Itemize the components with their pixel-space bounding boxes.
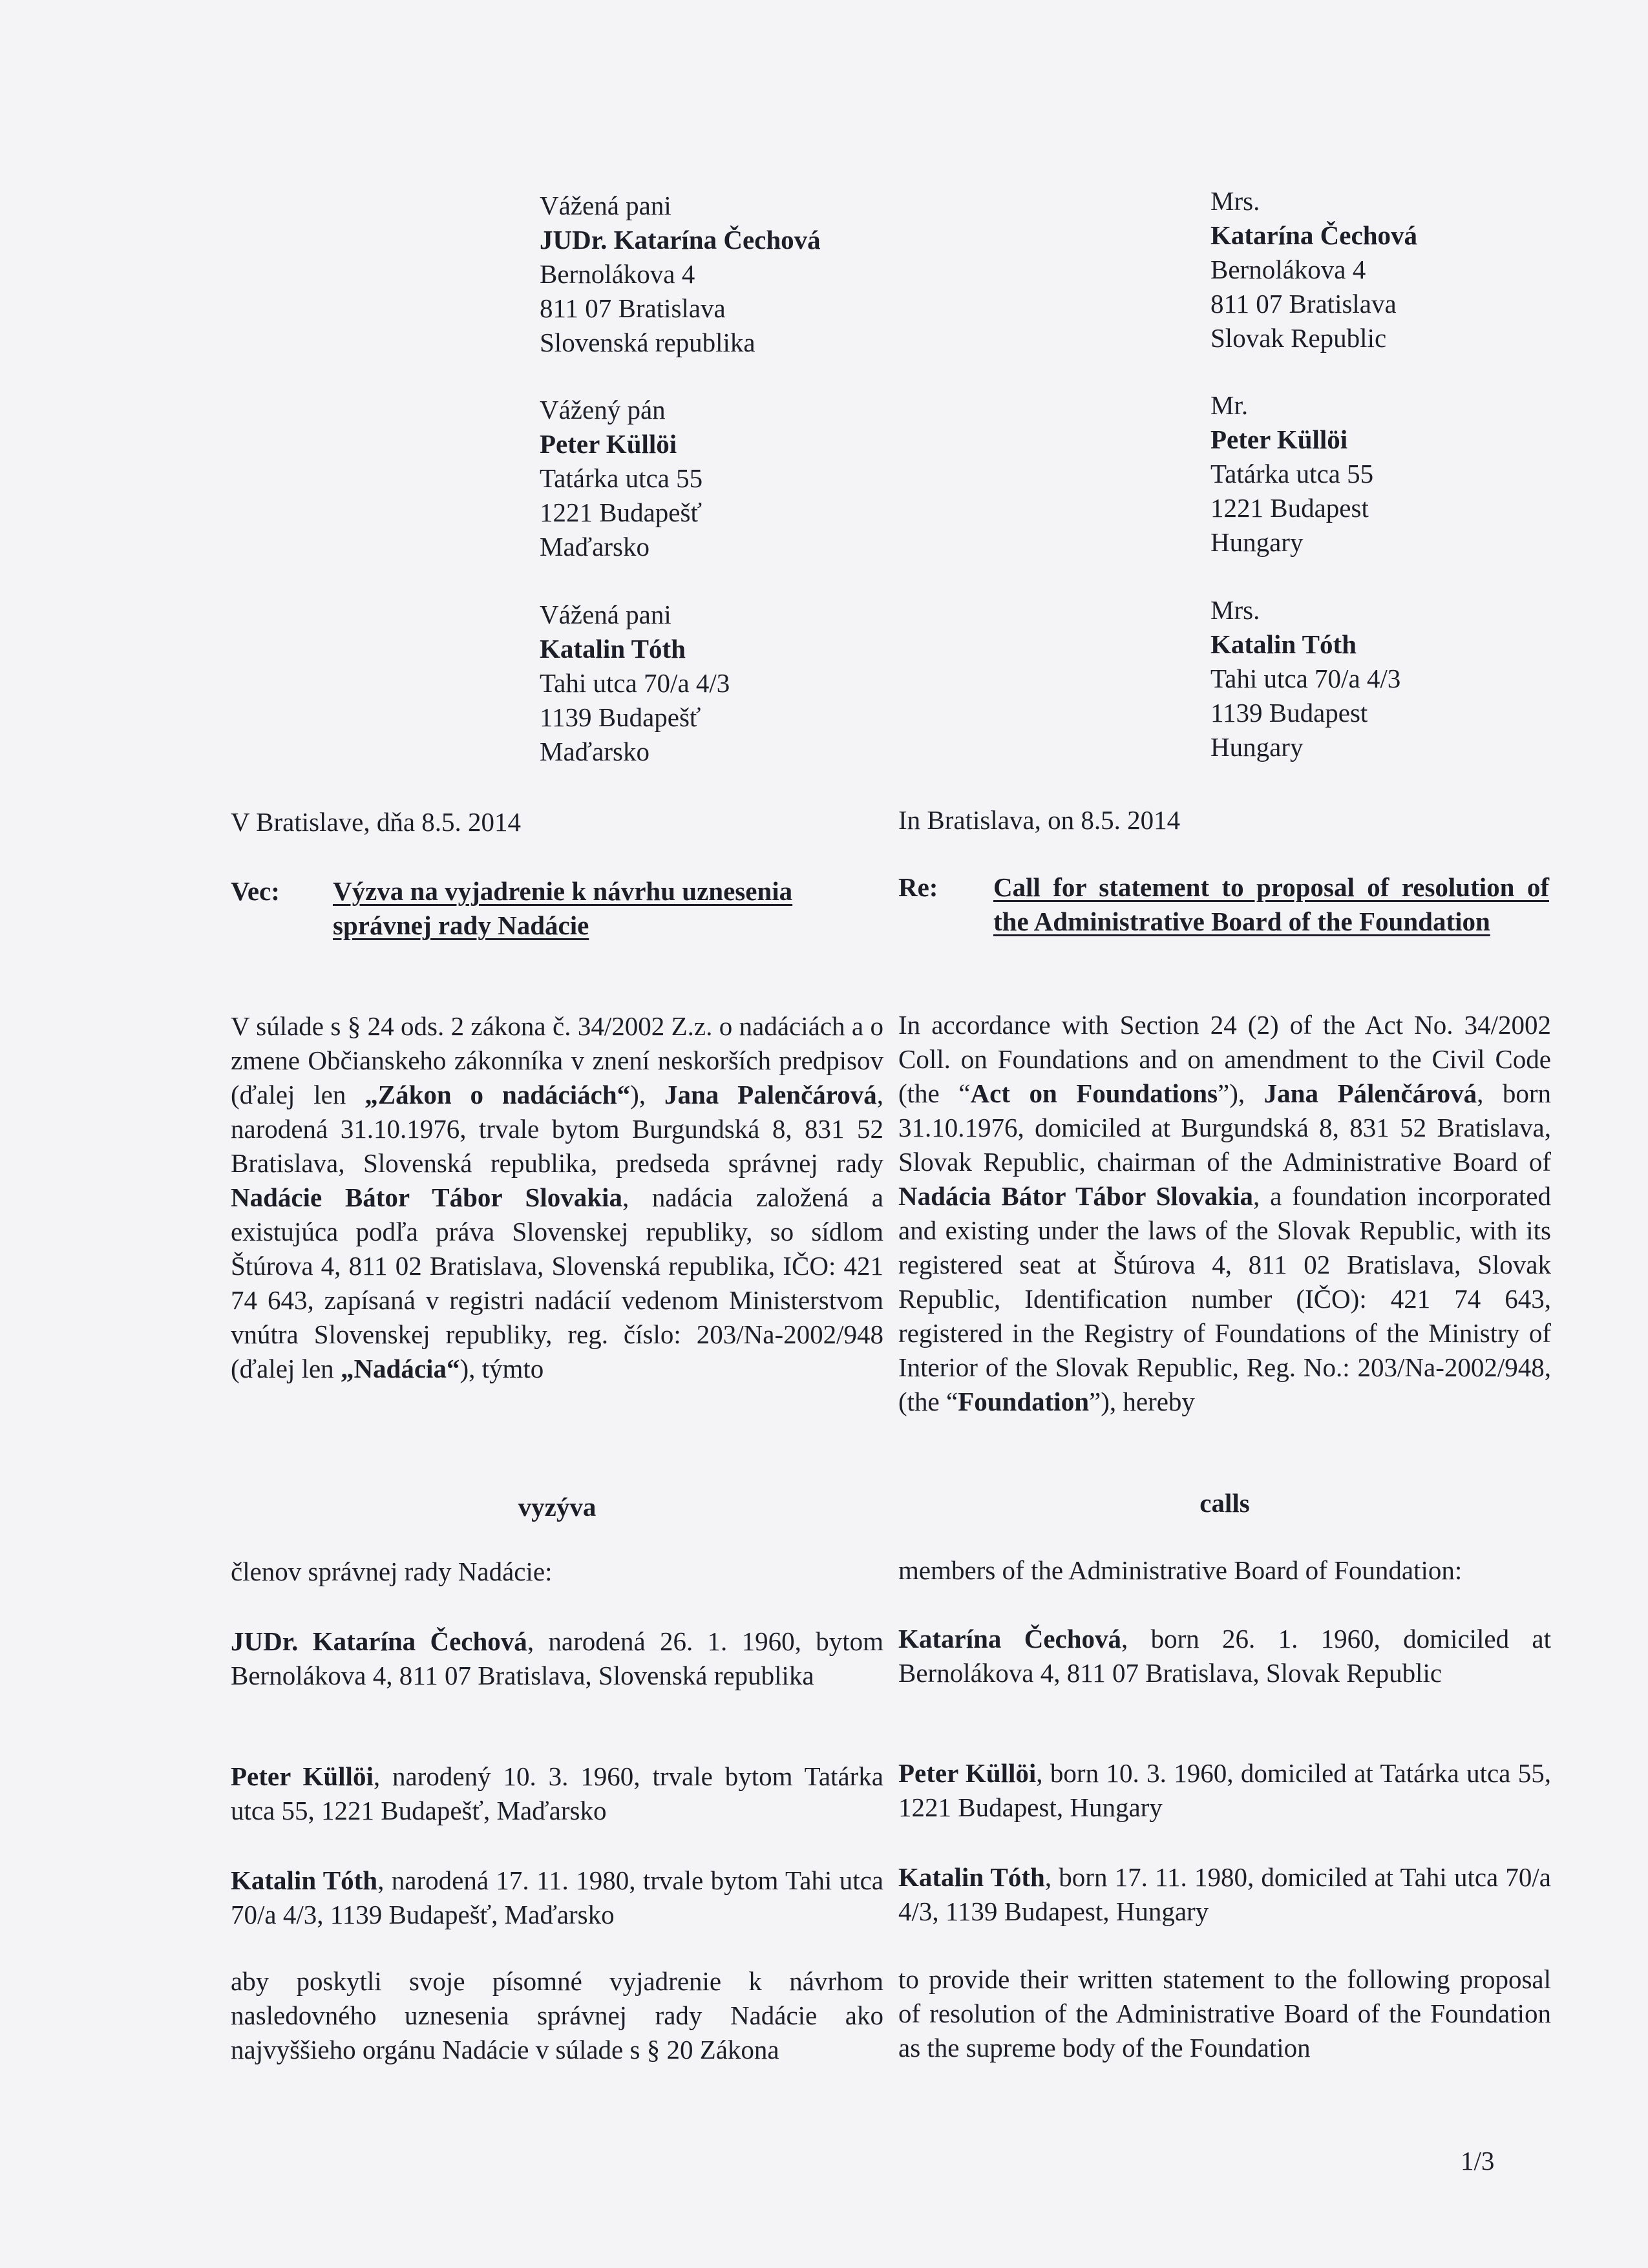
member-sk-1: JUDr. Katarína Čechová, narodená 26. 1. 1960, bytom Bernolákova 4, 811 07 Bratislava, Slovenská republika bbox=[231, 1626, 883, 1690]
salutation: Vážená pani bbox=[540, 600, 671, 629]
closing-paragraph-sk: aby poskytli svoje písomné vyjadrenie k návrhom nasledovného uznesenia správnej rady Nadácie ako najvyššieho orgánu Nadácie v súlade s § 20 Zákona bbox=[231, 1966, 883, 2064]
city: 1139 Budapešť bbox=[540, 702, 701, 732]
city: 1221 Budapest bbox=[1210, 493, 1369, 523]
salutation: Mrs. bbox=[1210, 186, 1260, 216]
member-sk-2: Peter Küllöi, narodený 10. 3. 1960, trvale bytom Tatárka utca 55, 1221 Budapešť, Maďarsko bbox=[231, 1761, 883, 1825]
salutation: Vážený pán bbox=[540, 395, 666, 425]
country: Slovenská republika bbox=[540, 328, 755, 357]
country: Maďarsko bbox=[540, 737, 650, 766]
street: Bernolákova 4 bbox=[1210, 255, 1366, 284]
city: 811 07 Bratislava bbox=[1210, 289, 1397, 319]
salutation: Mrs. bbox=[1210, 595, 1260, 625]
recipient-name: Peter Küllöi bbox=[1210, 425, 1348, 454]
verb-sk: vyzýva bbox=[518, 1492, 597, 1522]
country: Hungary bbox=[1210, 732, 1304, 762]
verb-en: calls bbox=[1199, 1488, 1250, 1518]
intro-paragraph-sk: V súlade s § 24 ods. 2 zákona č. 34/2002 Z.z. o nadáciách a o zmene Občianskeho zákonníka v znení neskorších predpisov (ďalej len „Zákon o nadáciách“), Jana Palenčárová, narodená 31.10.1976, trvale bytom Burgundská 8, 831 52 Bratislava, Slovenská republika, predseda správnej rady Nadácie Bátor Tábor Slovakia, nadácia založená a existujúca podľa práva Slovenskej republiky, so sídlom Štúrova 4, 811 02 Bratislava, Slovenská republika, IČO: 421 74 643, zapísaná v registri nadácií vedenom Ministerstvom vnútra Slovenskej republiky, reg. číslo: 203/Na-2002/948 (ďalej len „Nadácia“), týmto bbox=[231, 1011, 883, 1383]
city: 1139 Budapest bbox=[1210, 698, 1368, 728]
address-block-sk-2 bbox=[540, 393, 992, 564]
recipient-name: Peter Küllöi bbox=[540, 429, 677, 459]
intro-paragraph-en: In accordance with Section 24 (2) of the Act No. 34/2002 Coll. on Foundations and on amendment to the Civil Code (the “Act on Foundations”), Jana Pálenčárová, born 31.10.1976, domiciled at Burgundská 8, 831 52 Bratislava, Slovak Republic, chairman of the Administrative Board of Nadácia Bátor Tábor Slovakia, a foundation incorporated and existing under the laws of the Slovak Republic, with its registered seat at Štúrova 4, 811 02 Bratislava, Slovak Republic, Identification number (IČO): 421 74 643, registered in the Registry of Foundations of the Ministry of Interior of the Slovak Republic, Reg. No.: 203/Na-2002/948, (the “Foundation”), hereby bbox=[898, 1010, 1551, 1416]
members-intro-en: members of the Administrative Board of Foundation: bbox=[898, 1555, 1463, 1585]
member-en-1: Katarína Čechová, born 26. 1. 1960, domiciled at Bernolákova 4, 811 07 Bratislava, Slovak Republic bbox=[898, 1624, 1552, 1688]
city: 811 07 Bratislava bbox=[540, 293, 726, 323]
country: Slovak Republic bbox=[1210, 323, 1387, 353]
subject-label-sk: Vec: bbox=[231, 876, 280, 906]
address-block-en-1 bbox=[1210, 184, 1648, 355]
street: Bernolákova 4 bbox=[540, 259, 695, 289]
address-block-sk-1 bbox=[540, 189, 992, 360]
street: Tahi utca 70/a 4/3 bbox=[1210, 664, 1401, 693]
country: Hungary bbox=[1210, 527, 1304, 557]
street: Tatárka utca 55 bbox=[1210, 459, 1374, 488]
subject-text-en: Call for statement to proposal of resolution of the Administrative Board of the Foundation bbox=[993, 872, 1549, 936]
closing-paragraph-en: to provide their written statement to the following proposal of resolution of the Administrative Board of the Foundation as the supreme body of the Foundation bbox=[898, 1964, 1551, 2063]
salutation: Vážená pani bbox=[540, 191, 671, 220]
city: 1221 Budapešť bbox=[540, 498, 702, 527]
members-intro-sk: členov správnej rady Nadácie: bbox=[231, 1557, 553, 1586]
subject-label-en: Re: bbox=[898, 872, 938, 902]
address-block-sk-3 bbox=[540, 598, 992, 769]
member-sk-3: Katalin Tóth, narodená 17. 11. 1980, trvale bytom Tahi utca 70/a 4/3, 1139 Budapešť, Maďarsko bbox=[231, 1865, 884, 1929]
address-block-en-2 bbox=[1210, 388, 1648, 560]
recipient-name: Katarína Čechová bbox=[1210, 220, 1417, 250]
date-sk: V Bratislave, dňa 8.5. 2014 bbox=[231, 807, 522, 837]
member-en-2: Peter Küllöi, born 10. 3. 1960, domiciled at Tatárka utca 55, 1221 Budapest, Hungary bbox=[898, 1758, 1551, 1822]
page-number: 1/3 bbox=[1461, 2146, 1495, 2176]
street: Tahi utca 70/a 4/3 bbox=[540, 668, 730, 698]
subject-text-sk: Výzva na vyjadrenie k návrhu uznesenia správnej rady Nadácie bbox=[333, 876, 793, 940]
recipient-name: Katalin Tóth bbox=[540, 634, 686, 664]
recipient-name: JUDr. Katarína Čechová bbox=[540, 225, 821, 255]
country: Maďarsko bbox=[540, 532, 650, 562]
address-block-en-3 bbox=[1210, 593, 1648, 764]
street: Tatárka utca 55 bbox=[540, 463, 703, 493]
salutation: Mr. bbox=[1210, 390, 1249, 420]
recipient-name: Katalin Tóth bbox=[1210, 629, 1357, 659]
member-en-3: Katalin Tóth, born 17. 11. 1980, domiciled at Tahi utca 70/a 4/3, 1139 Budapest, Hungary bbox=[898, 1862, 1551, 1926]
date-en: In Bratislava, on 8.5. 2014 bbox=[898, 805, 1181, 835]
